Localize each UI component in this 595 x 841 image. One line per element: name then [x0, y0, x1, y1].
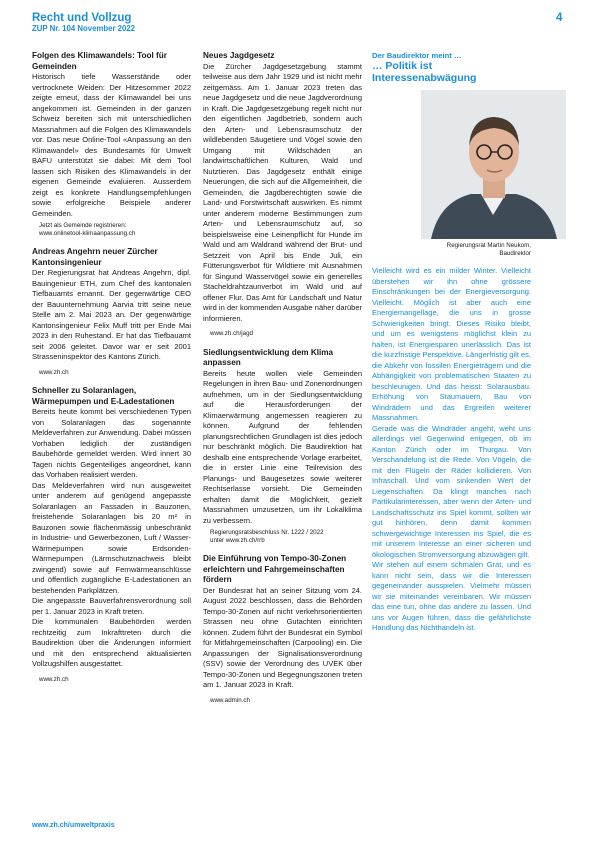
article-title: Neues Jagdgesetz — [203, 51, 275, 60]
article-paragraph: Bereits heute kommt bei verschiedenen Typen von Solaranlagen das sogenannte Meldeverfahren zur Anwendung. Dabei müssen Vorhaben lediglich der zuständigen Baubehörde gemeldet werden. Wird innert 30 Tagen nichts Gegenteiliges angeordnet, kann das Vorhaben realisiert werden. — [32, 407, 191, 480]
page-number: 4 — [556, 12, 563, 24]
article-body: Die Zürcher Jagdgesetzgebung stammt teilweise aus dem Jahr 1929 und ist nicht mehr zeitgemäss. Am 1. Januar 2023 treten das neue Jagdgesetz und die neue Jagdverordnung in Kraft. Die Jagdgesetzgebung regelt nicht nur den eigentlichen Jagdbetrieb, sondern auch den Arten- und Lebensraumschutz der wildlebenden Säugetiere und Vögel sowie den Umgang mit Wildschäden an landwirtschaftlichen Kulturen, Wald und Nutztieren. Das Jagdgesetz enthält einige Neuerungen, die sich auf die Allgemeinheit, die Gemeinden, die Jagdberechtigten sowie die Land- und Forstwirtschaft auswirken. Es nimmt unter anderem moderne Bestimmungen zum Arten- und Lebensraumschutz auf, so beispielsweise eine Leinenpflicht für Hunde im Wald und am Waldrand während der Brut- und Setzzeit von April bis Ende Juli, ein Fütterungsverbot für Wildtiere mit Ausnahmen für Singund Wasservögel sowie ein generelles Stacheldrahtzaunverbot im Wald und auf offener Flur. Das Amt für Landschaft und Natur wird in der kommenden Ausgabe näher darüber informieren. — [203, 61, 362, 323]
editorial-headline: … Politik ist Interessenabwägung — [372, 60, 477, 84]
article-body: Historisch tiefe Wasserstände oder vertrocknete Weiden: Der Hitzesommer 2022 zeigte erneut, dass der Klimawandel bei uns angekommen ist. Gemeinden in der ganzen Schweiz bereiten sich mit unterschiedlichen Massnahmen auf die Folgen des Klimawandels vor. Das neue Online-Tool «Anpassung an den Klimawandel» des Bundesamts für Umwelt BAFU unterstützt sie dabei: Mit dem Tool lassen sich Risiken des Klimawandels in der eigenen Gemeinde evaluieren. Ausserdem zeigt es konkrete Handlungsempfehlungen sowie erfolgreiche Beispiele anderer Gemeinden. — [32, 72, 191, 218]
article-title: Die Einführung von Tempo-30-Zonen erleichtern und Fahrgemeinschaften fördern — [203, 554, 347, 585]
article-body: Bereits heute wollen viele Gemeinden Regelungen in ihren Bau- und Zonenordnungen aufnehmen, um in der Siedlungsentwicklung auf die Herausforderungen der Klimaerwärmung angemessen reagieren zu können. Aufgrund der fehlenden planungsrechtlichen Grundlagen ist dies jedoch nur beschränkt möglich. Die Baudirektion hat deshalb eine entsprechende Vorlage erarbeitet, die in erster Linie eine Teilrevision des Planungs- und Baugesetzes sowie weiterer Rechtserlasse vorsieht. Die Gemeinden erhalten damit die Möglichkeit, gezielt Massnahmen umzusetzen, um ihr Lokalklima zu verbessern. — [203, 368, 362, 525]
editorial-paragraph: Vielleicht wird es ein milder Winter. Vielleicht überstehen wir ihn ohne grössere Einschränkungen bei der Energieversorgung. Vielleicht. Möglich ist aber auch eine Energiemangellage, die uns in grosse Schwierigkeiten bringt. Dieses Risiko bleibt, und um es wenigstens möglichst klein zu halten, ist Energiesparen unerlässlich. Das ist die kurzfristige Perspektive. Längerfristig gilt es, die Abkehr von fossilen Energieträgern und die Abhängigkeit von problematischen Staaten zu beschleunigen. Und das heisst: Solarausbau. Erhöhung von Staumauern, Bau von Windrädern und das Ergreifen weiterer Massnahmen. — [372, 266, 531, 422]
article-body: Der Regierungsrat hat Andreas Angehrn, dipl. Bauingenieur ETH, zum Chef des kantonalen Tiefbauamts ernannt. Der gegenwärtige CEO der Bauunternehmung Aarvia tritt seine neue Stelle am 2. Mai 2023 an. Der gegenwärtige Kantonsingenieur Felix Muff tritt per Ende Mai 2023 in den Ruhestand. Er hat das Tiefbauamt seit 2006 geleitet. Davor war er seit 2001 Strasseninspektor des Kantons Zürich. — [32, 268, 191, 362]
article-link[interactable]: www.zh.ch — [39, 675, 69, 683]
article-klimawandel-tool — [32, 51, 191, 237]
photo-caption: Regierungsrat Martin Neukom, Baudirektor — [446, 242, 531, 257]
article-title: Siedlungsentwicklung dem Klima anpassen — [203, 347, 334, 368]
column-middle — [203, 51, 362, 714]
article-solaranlagen — [32, 386, 191, 683]
article-jagdgesetz — [203, 51, 362, 338]
article-paragraph: Das Meldeverfahren wird nun ausgeweitet unter anderem auf genügend angepasste Solaranlagen an Fassaden in Bauzonen, freistehende Solaranlagen bis 20 m² in Bauzonen sowie flächenmässig unbeschränkt in Industrie- und Gewerbezonen, Luft / Wasser-Wärmepumpen sowie Erdsonden-Wärmepumpen (Lärmschutznachweis bleibt zwingend) sowie auf Fernwärmeanschlüsse und öffentlich zugängliche E-Ladestationen an bestehenden Parkplätzen. — [32, 480, 191, 595]
article-note: Regierungsratsbeschluss Nr. 1222 / 2022 unter www.zh.ch/rrb — [210, 529, 324, 544]
article-link[interactable]: www.zh.ch/jagd — [210, 330, 253, 337]
section-title: Recht und Vollzug — [32, 12, 132, 24]
editorial-paragraph: Gerade was die Windräder angeht, weht uns allerdings viel Gegenwind entgegen, ob im Kanton Zürich oder im Thurgau. Von Verschandelung ist die Rede. Von Vögeln, die mit den Flügeln der Räder kollidieren. Von Infraschall. Und vom sinkenden Wert der Liegenschaften. Da klingt manches nach Partikularinteressen, aber wenn der Arten- und Landschaftsschutz ins Spiel kommt, sollten wir gut hinhören, denn damit kommen schwergewichtige Interessen ins Spiel, die es mit unserem Interesse an einer sicheren und ökologischen Stromversorgung abzuwägen gilt. — [372, 423, 531, 559]
portrait-photo — [421, 90, 566, 239]
article-title: Schneller zu Solaranlagen, Wärmepumpen und E-Ladestationen — [32, 386, 175, 406]
column-right-editorial — [372, 51, 531, 634]
editorial-kicker: Der Baudirektor meint … — [372, 51, 462, 60]
editorial-paragraph: Wir stehen auf einem schmalen Grat, und es kann nicht sein, dass wir die Interessen gegeneinander ausspielen. Vielmehr müssen wir sie miteinander vereinbaren. Wir müssen das eine tun, ohne das andere zu lassen. Und uns vor Augen führen, dass die gefährlichste Handlung das Nichthandeln ist. — [372, 560, 531, 632]
article-title: Andreas Angehrn neuer Zürcher Kantonsingenieur — [32, 247, 158, 267]
article-note: Jetzt als Gemeinde registrieren: www.onlinetool-klimaanpassung.ch — [39, 222, 136, 237]
article-paragraph: Die kommunalen Baubehörden werden rechtzeitig zum Inkrafttreten durch die Baudirektion über die Änderungen informiert und mit den entsprechend aktualisierten Vollzugshilfen ausgestattet. — [32, 617, 191, 669]
article-title: Folgen des Klimawandels: Tool für Gemeinden — [32, 51, 167, 71]
article-paragraph: Die angepasste Bauverfahrensverordnung soll per 1. Januar 2023 in Kraft treten. — [32, 596, 191, 616]
issue-label: ZUP Nr. 104 November 2022 — [32, 24, 136, 33]
article-tempo-30 — [203, 554, 362, 704]
article-kantonsingenieur — [32, 247, 191, 376]
portrait-illustration — [421, 90, 566, 239]
article-body: Der Bundesrat hat an seiner Sitzung vom 24. August 2022 beschlossen, dass die Behörden Tempo-30-Zonen auf nicht verkehrsorientierten Strassen neu ohne Gutachten einrichten können. Zudem führt der Bundesrat ein Symbol für Mitfahrgemeinschaften (Carpooling) ein. Die Anpassungen der Signalisationsverordnung (SSV) sowie der Verordnung des UVEK über Tempo-30-Zonen und Begegnungszonen treten am 1. Januar 2023 in Kraft. — [203, 585, 362, 690]
article-siedlungsentwicklung — [203, 348, 362, 545]
article-link[interactable]: www.admin.ch — [210, 696, 250, 704]
article-link[interactable]: www.zh.ch — [39, 368, 69, 376]
column-left — [32, 51, 191, 693]
footer-link[interactable]: www.zh.ch/umweltpraxis — [32, 822, 115, 829]
